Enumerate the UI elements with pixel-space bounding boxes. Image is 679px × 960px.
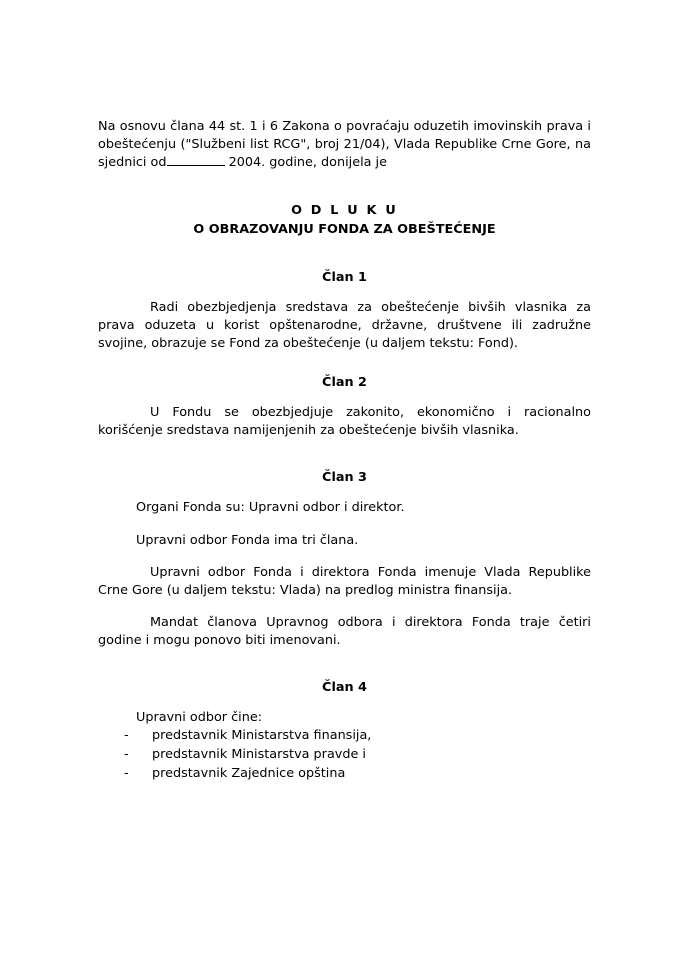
list-item-label: predstavnik Zajednice opština <box>152 765 346 781</box>
spacer <box>98 650 591 680</box>
article-3-paragraph-3: Upravni odbor Fonda i direktora Fonda imenuje Vlada Republike Crne Gore (u daljem tekstu: Vlada) na predlog ministra finansija. <box>98 564 591 598</box>
list-item <box>124 765 591 784</box>
spacer <box>98 353 591 375</box>
intro-text-before-blank: Na osnovu člana 44 st. 1 i 6 Zakona o povraćaju oduzetih imovinskih prava i obeštećenju ("Službeni list RCG", broj 21/04), Vlada Republike Crne Gore, na sjednici od <box>98 119 591 171</box>
article-3-paragraph-2: Upravni odbor Fonda ima tri člana. <box>136 532 359 548</box>
document-title <box>98 202 591 239</box>
article-3-paragraph-4: Mandat članova Upravnog odbora i direktora Fonda traje četiri godine i mogu ponovo biti imenovani. <box>98 614 591 649</box>
article-heading-3: Član 3 <box>322 470 367 486</box>
spacer <box>98 695 591 709</box>
article-1-paragraph-1: Radi obezbjedjenja sredstava za obeštećenje bivših vlasnika za prava oduzeta u korist opštenarodne, državne, društvene ili zadružne svojine, obrazuje se Fond za obeštećenje (u daljem tekstu: Fond). <box>98 299 591 351</box>
article-2-paragraph-1: U Fondu se obezbjedjuje zakonito, ekonomično i racionalno korišćenje sredstava namijenjenih za obeštećenje bivših vlasnika. <box>98 405 591 439</box>
article-4-lead: Upravni odbor čine: <box>136 710 263 726</box>
spacer <box>98 285 591 299</box>
intro-paragraph <box>98 118 591 172</box>
fill-in-blank <box>167 165 225 166</box>
spacer <box>98 518 591 532</box>
spacer <box>98 550 591 564</box>
intro-text-after-blank: 2004. godine, donijela je <box>228 155 387 171</box>
title-line-2: O OBRAZOVANJU FONDA ZA OBEŠTEĆENJE <box>193 222 496 238</box>
article-4-list <box>98 727 591 783</box>
dash-bullet: - <box>124 728 129 744</box>
article-heading-1: Član 1 <box>322 269 367 285</box>
article-heading-2: Član 2 <box>322 375 367 391</box>
list-item-label: predstavnik Ministarstva pravde i <box>152 746 366 762</box>
spacer <box>98 240 591 270</box>
spacer <box>98 172 591 202</box>
article-3-paragraph-1: Organi Fonda su: Upravni odbor i direktor. <box>136 500 405 516</box>
dash-bullet: - <box>124 746 129 762</box>
spacer <box>98 390 591 404</box>
list-item-label: predstavnik Ministarstva finansija, <box>152 728 372 744</box>
list-item <box>124 746 591 765</box>
list-item <box>124 727 591 746</box>
spacer <box>98 485 591 499</box>
dash-bullet: - <box>124 765 129 781</box>
spacer <box>98 440 591 470</box>
article-heading-4: Član 4 <box>322 680 367 696</box>
spacer <box>98 600 591 614</box>
title-line-1: O D L U K U <box>291 203 398 219</box>
